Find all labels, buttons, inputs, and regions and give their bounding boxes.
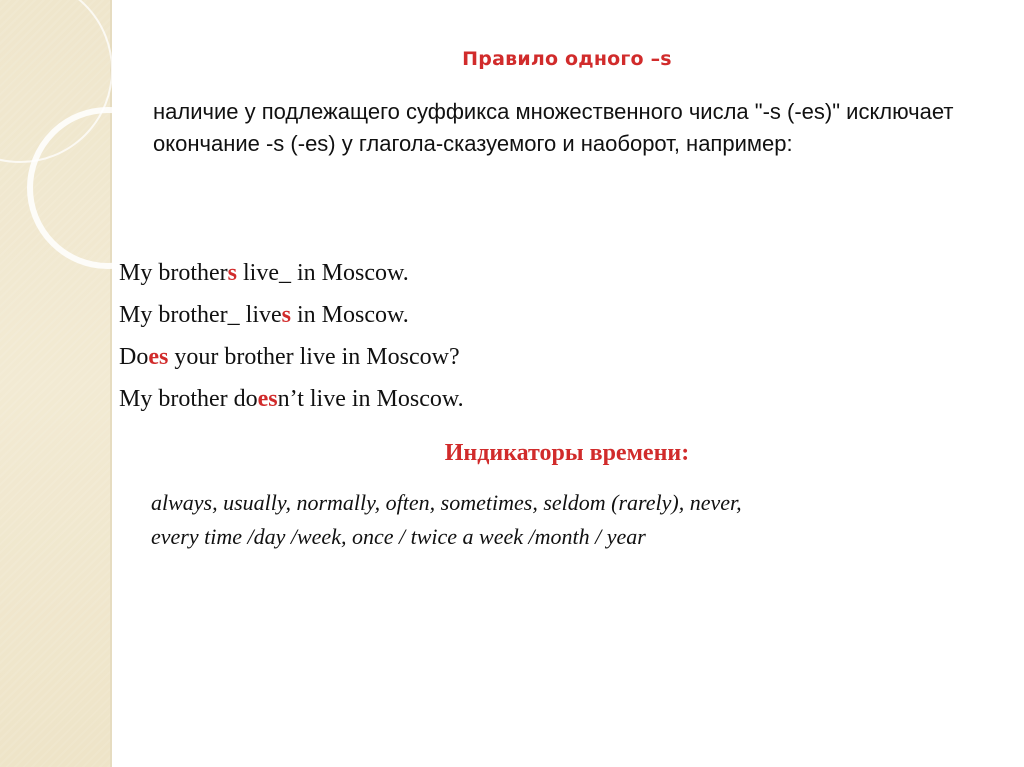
example-text: My brother <box>119 260 228 286</box>
decorative-ring-upper <box>0 0 112 162</box>
example-sentence <box>119 340 819 382</box>
example-text: n’t live in Moscow. <box>277 386 464 412</box>
example-ending-highlight: s <box>281 302 291 328</box>
example-text: your brother live in Moscow? <box>168 344 460 370</box>
example-sentence <box>119 298 819 340</box>
slide-title: Правило одного –s <box>462 48 672 70</box>
example-ending-highlight: es <box>257 386 278 412</box>
example-text: My brother do <box>119 386 258 412</box>
example-text: Do <box>119 344 149 370</box>
example-text: My brother_ live <box>119 302 282 328</box>
time-indicators-heading: Индикаторы времени: <box>444 440 690 466</box>
time-indicators-list <box>151 486 991 554</box>
example-sentence <box>119 256 819 298</box>
rule-description: наличие у подлежащего суффикса множественного числа "-s (-es)" исключает окончание -s (-es) у глагола-сказуемого и наоборот, например: <box>153 99 954 156</box>
time-indicators-line: always, usually, normally, often, sometimes, seldom (rarely), never, <box>151 490 742 515</box>
examples-list <box>119 256 819 424</box>
example-text: live_ in Moscow. <box>237 260 409 286</box>
time-indicators-line: every time /day /week, once / twice a week /month / year <box>151 524 646 549</box>
example-ending-highlight: es <box>148 344 169 370</box>
example-text: in Moscow. <box>290 302 409 328</box>
example-ending-highlight: s <box>227 260 237 286</box>
example-sentence <box>119 382 819 424</box>
